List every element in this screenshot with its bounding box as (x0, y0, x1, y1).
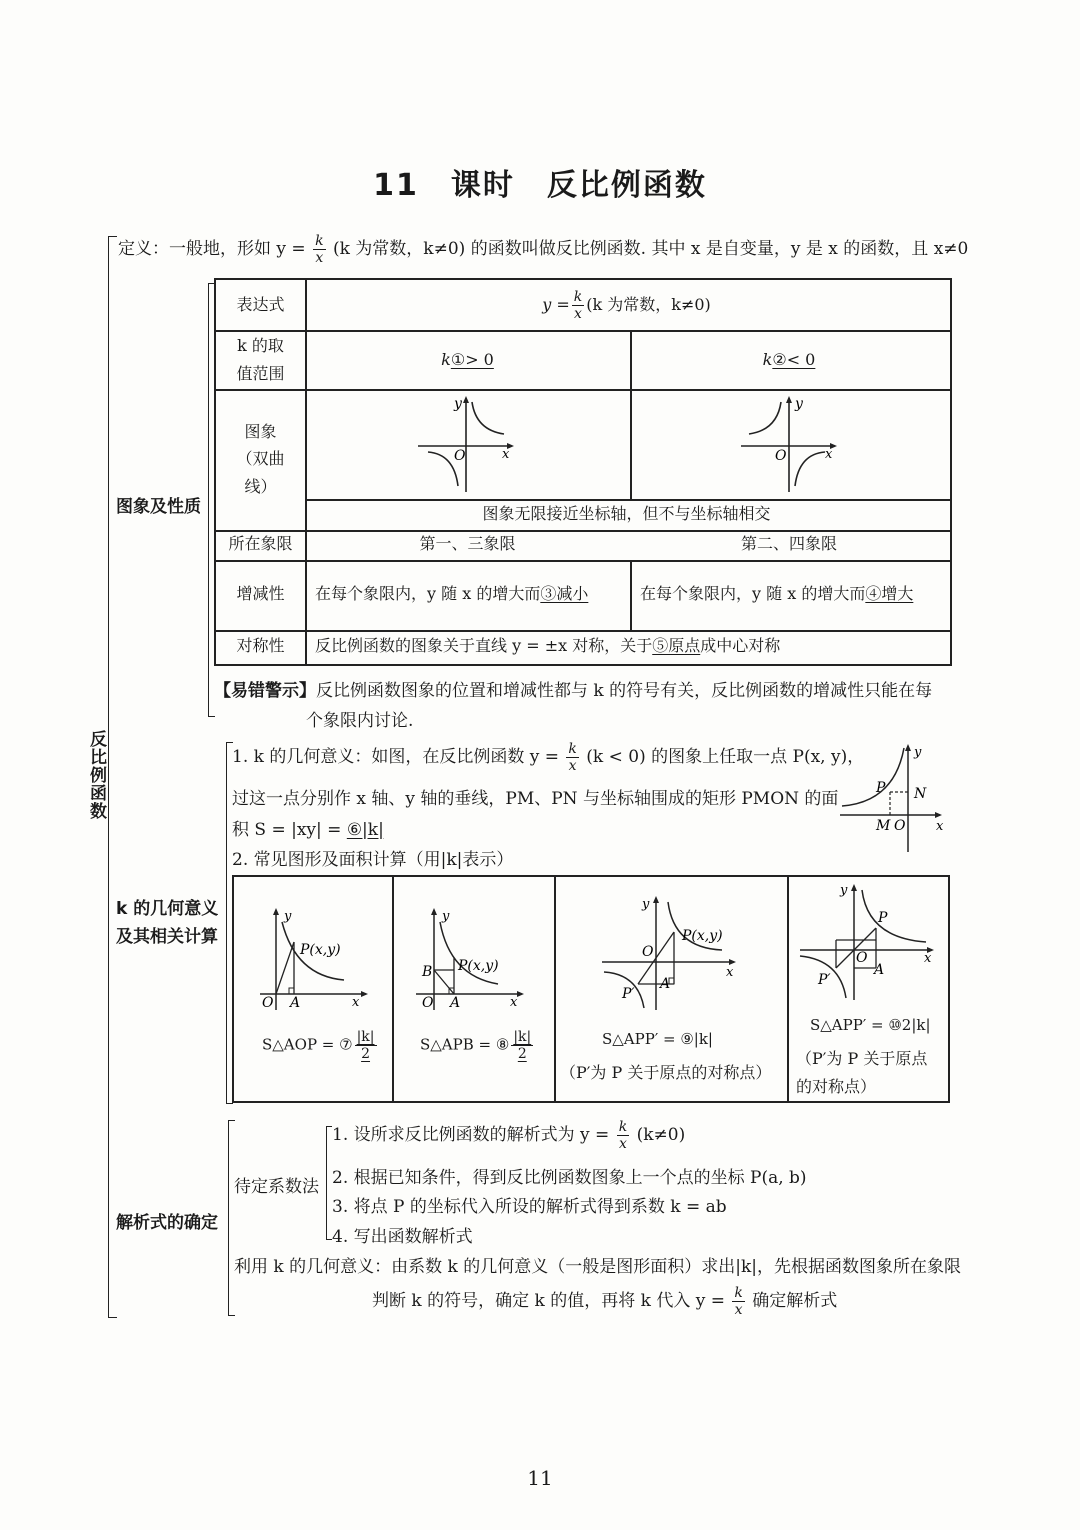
answer-5: ⑤原点 (652, 636, 701, 656)
svg-text:P: P (878, 910, 888, 926)
svg-text:y: y (840, 883, 848, 898)
page-title: 11 课时 反比例函数 (373, 168, 707, 203)
svg-text:x: x (510, 995, 518, 1010)
svg-text:O: O (262, 995, 274, 1011)
svg-text:O: O (642, 944, 654, 960)
fig4-formula: S△APP′ = ⑩2|k| (810, 1016, 931, 1034)
warning-tag: 【易错警示】 (214, 681, 316, 701)
svg-text:P(x,y): P(x,y) (458, 958, 499, 974)
fig3-note: （P′为 P 关于原点的对称点） (560, 1063, 772, 1082)
quadrant-negative: 第二、四象限 (740, 534, 837, 554)
svg-text:O: O (454, 448, 466, 464)
svg-text:O: O (894, 818, 906, 834)
svg-text:y: y (795, 396, 803, 412)
figure-pmon (836, 742, 948, 854)
root-label: 反比例函数 (86, 730, 106, 820)
analytic-step-2: 2. 根据已知条件，得到反比例函数图象上一个点的坐标 P(a, b) (332, 1168, 807, 1188)
fig3-formula: S△APP′ = ⑨|k| (602, 1030, 713, 1048)
svg-text:P′: P′ (818, 972, 831, 988)
svg-text:O: O (856, 950, 868, 966)
svg-text:P′: P′ (622, 986, 635, 1002)
svg-text:P: P (876, 780, 886, 796)
svg-text:A: A (290, 995, 301, 1011)
svg-text:x: x (825, 447, 833, 462)
svg-text:x: x (924, 951, 932, 966)
analytic-bracket (228, 1120, 235, 1316)
k-item1-line1: 1. k 的几何意义：如图，在反比例函数 y = $\frac{k}{x}$ (k < 0) 的图象上任取一点 P(x, y)， (232, 741, 865, 774)
expr-label: 表达式 (236, 295, 285, 315)
svg-text:P(x,y): P(x,y) (682, 928, 723, 944)
expr-den: x (574, 305, 582, 322)
analytic-label: 解析式的确定 (116, 1213, 218, 1233)
svg-text:M: M (876, 818, 891, 834)
root-bracket (108, 236, 117, 1318)
k-range-text: k 的取值范围 (236, 336, 285, 383)
k-positive: k ①> 0 (305, 330, 630, 389)
answer-1: ①> 0 (450, 349, 494, 369)
graph-props-label: 图象及性质 (116, 497, 201, 517)
fig4-note-2: 的对称点） (796, 1077, 877, 1096)
definition-fraction (313, 234, 325, 265)
k-negative: k ②< 0 (630, 330, 948, 389)
svg-text:N: N (914, 786, 927, 802)
svg-text:O: O (775, 448, 787, 464)
figure-app-1 (598, 892, 742, 1012)
graph-k-negative (733, 392, 843, 496)
svg-text:x: x (936, 819, 944, 834)
figure-aop (256, 904, 372, 1014)
svg-text:P(x,y): P(x,y) (300, 942, 341, 958)
quadrant-label: 所在象限 (228, 534, 293, 554)
svg-text:y: y (454, 396, 462, 412)
svg-text:y: y (442, 909, 450, 924)
figure-app-2 (796, 880, 940, 1002)
analytic-step-1: 1. 设所求反比例函数的解析式为 y = $\frac{k}{x}$ (k≠0) (332, 1119, 686, 1152)
page-number: 11 (527, 1466, 553, 1490)
analytic-step-3: 3. 将点 P 的坐标代入所设的解析式得到系数 k = ab (332, 1197, 727, 1217)
expr-num: k (573, 288, 583, 305)
fig2-formula: S△APB = ⑧ $\frac{|k|}{2}$ (420, 1029, 532, 1062)
svg-text:x: x (502, 447, 510, 462)
warning (214, 676, 932, 701)
k-geometry-label-2: 及其相关计算 (116, 927, 218, 947)
svg-text:O: O (422, 995, 434, 1011)
definition-prefix: 定义：一般地，形如 y = (118, 239, 306, 259)
answer-3: ③减小 (540, 584, 589, 604)
expr-value (305, 280, 948, 330)
graph-k-positive (410, 392, 520, 496)
svg-text:A: A (874, 962, 885, 978)
fig1-formula: S△AOP = ⑦ $\frac{|k|}{2}$ (262, 1029, 375, 1062)
answer-2: ②< 0 (772, 349, 816, 369)
svg-text:y: y (914, 745, 922, 760)
k-item1-line2: 过这一点分别作 x 轴、y 轴的垂线，PM、PN 与坐标轴围成的矩形 PMON 的面 (232, 789, 839, 809)
sym-label: 对称性 (236, 636, 285, 656)
warning-text-1: 反比例函数图象的位置和增减性都与 k 的符号有关，反比例函数的增减性只能在每 (316, 681, 933, 701)
definition (118, 234, 968, 265)
k-item2: 2. 常见图形及面积计算（用|k|表示） (232, 850, 514, 870)
svg-text:x: x (352, 995, 360, 1010)
k-range-label (216, 330, 305, 389)
figure-apb (412, 904, 528, 1014)
answer-4: ④增大 (865, 584, 914, 604)
answer-6: ⑥|k| (346, 820, 384, 840)
expr-fraction (572, 290, 584, 321)
definition-suffix: (k 为常数，k≠0) 的函数叫做反比例函数. 其中 x 是自变量，y 是 x 的函数，且 x≠0 (332, 239, 969, 259)
svg-text:y: y (642, 897, 650, 912)
graph-label: 图象（双曲线） (236, 422, 285, 496)
svg-text:y: y (284, 909, 292, 924)
mono-label: 增减性 (236, 584, 285, 604)
fig4-note-1: （P′为 P 关于原点 (796, 1049, 928, 1068)
sym-value: 反比例函数的图象关于直线 y = ±x 对称，关于 ⑤原点 成中心对称 (305, 629, 948, 663)
analytic-step-4: 4. 写出函数解析式 (332, 1227, 473, 1247)
graph-note: 图象无限接近坐标轴，但不与坐标轴相交 (482, 504, 771, 524)
svg-text:x: x (726, 965, 734, 980)
k-geometry-label-1: k 的几何意义 (116, 899, 219, 919)
method1-label: 待定系数法 (234, 1177, 319, 1197)
warning-text-2: 个象限内讨论. (306, 711, 414, 731)
quadrant-positive: 第一、三象限 (419, 534, 516, 554)
method2-line-1: 利用 k 的几何意义：由系数 k 的几何意义（一般是图形面积）求出|k|，先根据函数图象所在象限 (234, 1257, 961, 1277)
expr-suffix: (k 为常数，k≠0) (586, 295, 711, 315)
k-item1-line3: 积 S = |xy| = ⑥|k| (232, 820, 384, 840)
expr-prefix: y = (542, 295, 570, 315)
svg-text:A: A (450, 995, 461, 1011)
svg-text:B: B (422, 964, 433, 980)
mono-positive: 在每个象限内，y 随 x 的增大而 ③减小 (305, 559, 630, 629)
frac-num: k (315, 233, 324, 249)
svg-text:A: A (660, 976, 671, 992)
frac-den: x (315, 250, 324, 266)
mono-negative: 在每个象限内，y 随 x 的增大而 ④增大 (630, 559, 948, 629)
method2-line-2: 判断 k 的符号，确定 k 的值，再将 k 代入 y = $\frac{k}{x}$ 确定解析式 (372, 1285, 838, 1318)
